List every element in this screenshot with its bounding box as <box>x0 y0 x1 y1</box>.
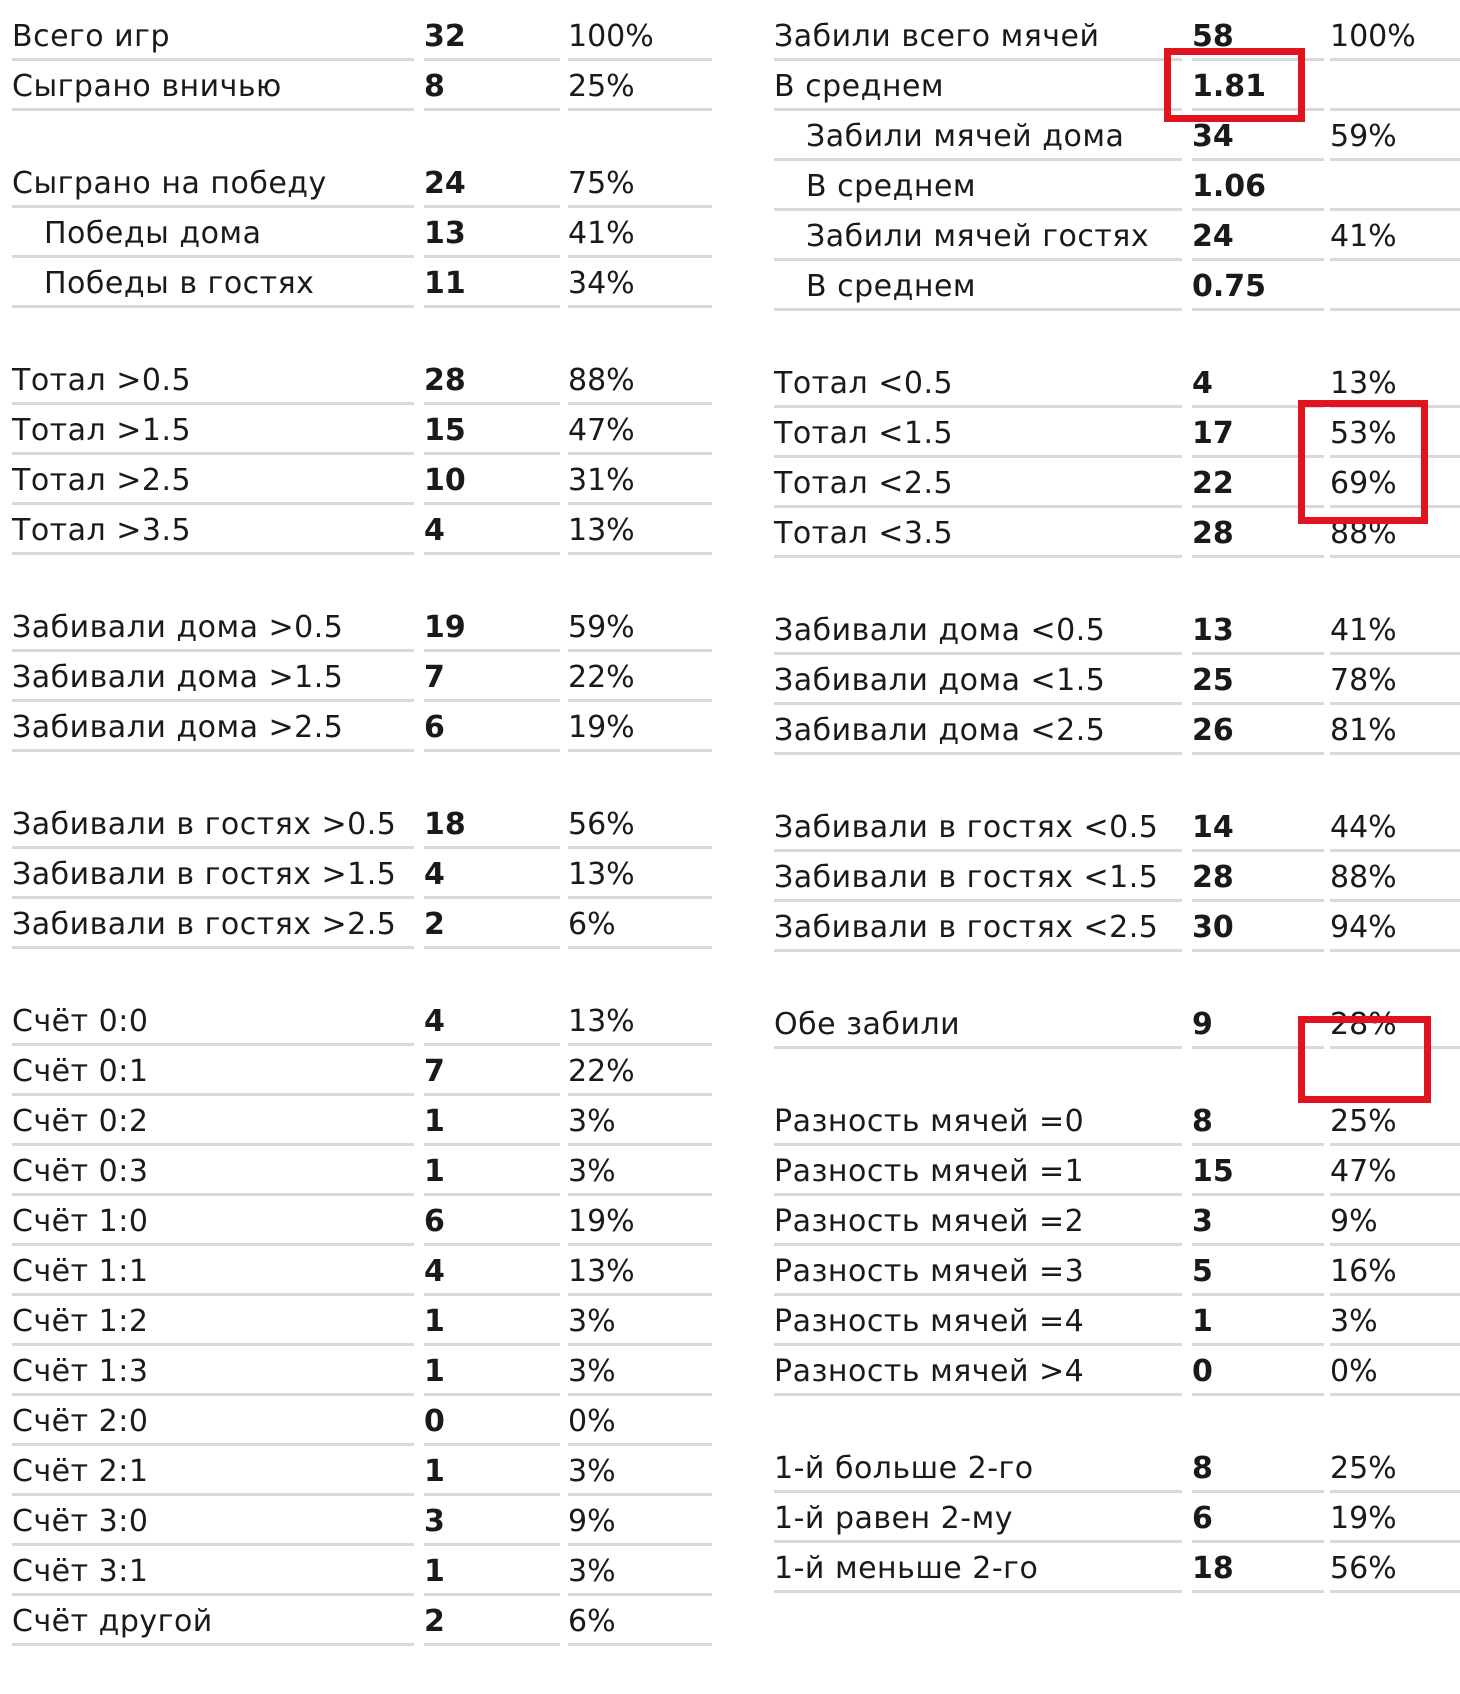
stat-percent: 22% <box>568 657 712 702</box>
stat-percent: 31% <box>568 460 712 505</box>
stat-label: Забивали в гостях >0.5 <box>12 804 414 849</box>
stat-count: 1 <box>1192 1301 1324 1346</box>
stat-count: 5 <box>1192 1251 1324 1296</box>
stat-percent: 13% <box>568 854 712 899</box>
stat-label: Счёт 3:0 <box>12 1501 414 1546</box>
stat-count: 22 <box>1192 463 1324 508</box>
stat-label: Забили всего мячей <box>774 16 1182 61</box>
stat-label: Счёт 0:1 <box>12 1051 414 1096</box>
stat-percent: 3% <box>568 1451 712 1496</box>
stat-label: Забили мячей гостях <box>774 216 1182 261</box>
stat-count: 13 <box>1192 610 1324 655</box>
stat-count: 8 <box>1192 1448 1324 1493</box>
stat-count: 0 <box>1192 1351 1324 1396</box>
stat-count: 30 <box>1192 907 1324 952</box>
stat-count: 4 <box>424 510 560 555</box>
stat-label: Счёт 0:3 <box>12 1151 414 1196</box>
stat-percent: 34% <box>568 263 712 308</box>
stat-label: Тотал >1.5 <box>12 410 414 455</box>
stat-count: 1.06 <box>1192 166 1324 211</box>
stat-percent: 44% <box>1330 807 1460 852</box>
stat-label: Тотал >0.5 <box>12 360 414 405</box>
stat-label: Забивали дома <0.5 <box>774 610 1182 655</box>
stat-count: 4 <box>1192 363 1324 408</box>
stat-count: 18 <box>1192 1548 1324 1593</box>
stat-label: Тотал <0.5 <box>774 363 1182 408</box>
stat-percent: 19% <box>1330 1498 1460 1543</box>
stat-percent: 59% <box>568 607 712 652</box>
stat-percent: 100% <box>568 16 712 61</box>
stat-count: 1.81 <box>1192 66 1324 111</box>
stat-percent: 56% <box>568 804 712 849</box>
stat-label: Счёт 1:2 <box>12 1301 414 1346</box>
stat-count: 7 <box>424 1051 560 1096</box>
stat-count: 28 <box>1192 857 1324 902</box>
stat-label: 1-й больше 2-го <box>774 1448 1182 1493</box>
stat-label: Разность мячей =0 <box>774 1101 1182 1146</box>
stat-count: 15 <box>424 410 560 455</box>
stat-percent: 19% <box>568 1201 712 1246</box>
stat-count: 18 <box>424 804 560 849</box>
stat-count: 13 <box>424 213 560 258</box>
stat-percent <box>1330 166 1460 211</box>
stat-count: 0 <box>424 1401 560 1446</box>
stat-count: 14 <box>1192 807 1324 852</box>
stat-count: 28 <box>424 360 560 405</box>
stat-percent: 53% <box>1330 413 1460 458</box>
stat-percent: 59% <box>1330 116 1460 161</box>
stat-percent: 88% <box>1330 513 1460 558</box>
stat-percent: 88% <box>568 360 712 405</box>
stat-label: Всего игр <box>12 16 414 61</box>
stat-count: 11 <box>424 263 560 308</box>
stat-percent: 19% <box>568 707 712 752</box>
stat-label: Счёт 2:0 <box>12 1401 414 1446</box>
stat-percent: 6% <box>568 1601 712 1646</box>
stat-count: 1 <box>424 1551 560 1596</box>
stat-count: 3 <box>424 1501 560 1546</box>
stat-percent: 41% <box>1330 216 1460 261</box>
stat-percent <box>1330 266 1460 311</box>
stat-label: Тотал >3.5 <box>12 510 414 555</box>
stat-count: 6 <box>424 707 560 752</box>
stat-percent: 13% <box>568 510 712 555</box>
stat-label: Забивали дома <1.5 <box>774 660 1182 705</box>
stat-percent: 75% <box>568 163 712 208</box>
stat-label: Забивали в гостях <1.5 <box>774 857 1182 902</box>
stat-label: Забивали дома >1.5 <box>12 657 414 702</box>
stat-percent: 3% <box>568 1551 712 1596</box>
stat-label: Счёт 3:1 <box>12 1551 414 1596</box>
stat-label: Счёт 2:1 <box>12 1451 414 1496</box>
stat-percent: 13% <box>568 1001 712 1046</box>
stat-count: 28 <box>1192 513 1324 558</box>
stat-count: 0.75 <box>1192 266 1324 311</box>
stat-count: 32 <box>424 16 560 61</box>
stat-label: В среднем <box>774 266 1182 311</box>
stat-percent: 22% <box>568 1051 712 1096</box>
stat-percent: 3% <box>568 1301 712 1346</box>
stat-percent: 78% <box>1330 660 1460 705</box>
stat-percent: 25% <box>1330 1448 1460 1493</box>
stat-percent: 0% <box>1330 1351 1460 1396</box>
stat-label: Забивали в гостях <0.5 <box>774 807 1182 852</box>
stat-percent: 47% <box>568 410 712 455</box>
stat-count: 8 <box>424 66 560 111</box>
stat-percent: 9% <box>568 1501 712 1546</box>
stat-count: 3 <box>1192 1201 1324 1246</box>
stat-percent: 13% <box>1330 363 1460 408</box>
stat-percent: 3% <box>568 1101 712 1146</box>
stat-label: Счёт 0:2 <box>12 1101 414 1146</box>
stat-label: Забили мячей дома <box>774 116 1182 161</box>
stat-count: 4 <box>424 1251 560 1296</box>
stat-label: Счёт 0:0 <box>12 1001 414 1046</box>
stat-label: Тотал <2.5 <box>774 463 1182 508</box>
stat-count: 24 <box>424 163 560 208</box>
stat-label: В среднем <box>774 166 1182 211</box>
stat-count: 9 <box>1192 1004 1324 1049</box>
stat-count: 1 <box>424 1351 560 1396</box>
stat-count: 8 <box>1192 1101 1324 1146</box>
stat-percent: 81% <box>1330 710 1460 755</box>
stat-percent: 47% <box>1330 1151 1460 1196</box>
stat-label: Забивали дома >0.5 <box>12 607 414 652</box>
stat-percent: 16% <box>1330 1251 1460 1296</box>
stat-percent: 0% <box>568 1401 712 1446</box>
stat-count: 2 <box>424 904 560 949</box>
stat-label: Счёт 1:1 <box>12 1251 414 1296</box>
stat-count: 7 <box>424 657 560 702</box>
stat-percent: 3% <box>568 1351 712 1396</box>
stat-label: Разность мячей =3 <box>774 1251 1182 1296</box>
stat-label: Забивали дома <2.5 <box>774 710 1182 755</box>
stat-percent: 25% <box>1330 1101 1460 1146</box>
stat-count: 25 <box>1192 660 1324 705</box>
stat-label: Разность мячей =4 <box>774 1301 1182 1346</box>
stat-label: Победы дома <box>12 213 414 258</box>
stat-count: 10 <box>424 460 560 505</box>
stat-percent: 25% <box>568 66 712 111</box>
stat-percent: 28% <box>1330 1004 1460 1049</box>
stat-count: 6 <box>424 1201 560 1246</box>
stat-count: 1 <box>424 1301 560 1346</box>
stat-label: Забивали дома >2.5 <box>12 707 414 752</box>
stat-label: Счёт 1:0 <box>12 1201 414 1246</box>
stat-percent: 69% <box>1330 463 1460 508</box>
stat-count: 15 <box>1192 1151 1324 1196</box>
stat-percent: 3% <box>1330 1301 1460 1346</box>
stat-count: 19 <box>424 607 560 652</box>
stat-count: 58 <box>1192 16 1324 61</box>
stat-label: Сыграно вничью <box>12 66 414 111</box>
stat-percent <box>1330 66 1460 111</box>
stat-label: Тотал <3.5 <box>774 513 1182 558</box>
stat-count: 2 <box>424 1601 560 1646</box>
stat-label: Тотал <1.5 <box>774 413 1182 458</box>
stat-label: Счёт 1:3 <box>12 1351 414 1396</box>
stat-count: 26 <box>1192 710 1324 755</box>
stat-percent: 13% <box>568 1251 712 1296</box>
stat-percent: 41% <box>568 213 712 258</box>
stat-label: 1-й меньше 2-го <box>774 1548 1182 1593</box>
stat-count: 4 <box>424 854 560 899</box>
stat-count: 24 <box>1192 216 1324 261</box>
stat-percent: 100% <box>1330 16 1460 61</box>
stat-count: 1 <box>424 1151 560 1196</box>
stat-count: 34 <box>1192 116 1324 161</box>
stat-label: В среднем <box>774 66 1182 111</box>
stat-label: Забивали в гостях >1.5 <box>12 854 414 899</box>
stat-label: 1-й равен 2-му <box>774 1498 1182 1543</box>
stat-label: Разность мячей >4 <box>774 1351 1182 1396</box>
stat-percent: 6% <box>568 904 712 949</box>
stat-label: Разность мячей =2 <box>774 1201 1182 1246</box>
stat-percent: 88% <box>1330 857 1460 902</box>
stat-count: 1 <box>424 1451 560 1496</box>
stat-percent: 94% <box>1330 907 1460 952</box>
stat-label: Обе забили <box>774 1004 1182 1049</box>
stat-label: Сыграно на победу <box>12 163 414 208</box>
stat-count: 6 <box>1192 1498 1324 1543</box>
stat-label: Забивали в гостях <2.5 <box>774 907 1182 952</box>
stat-percent: 3% <box>568 1151 712 1196</box>
stat-label: Забивали в гостях >2.5 <box>12 904 414 949</box>
stat-label: Разность мячей =1 <box>774 1151 1182 1196</box>
stat-percent: 9% <box>1330 1201 1460 1246</box>
stat-label: Тотал >2.5 <box>12 460 414 505</box>
stat-percent: 41% <box>1330 610 1460 655</box>
stat-count: 17 <box>1192 413 1324 458</box>
stat-label: Счёт другой <box>12 1601 414 1646</box>
stat-label: Победы в гостях <box>12 263 414 308</box>
stat-percent: 56% <box>1330 1548 1460 1593</box>
stat-count: 1 <box>424 1101 560 1146</box>
stat-count: 4 <box>424 1001 560 1046</box>
